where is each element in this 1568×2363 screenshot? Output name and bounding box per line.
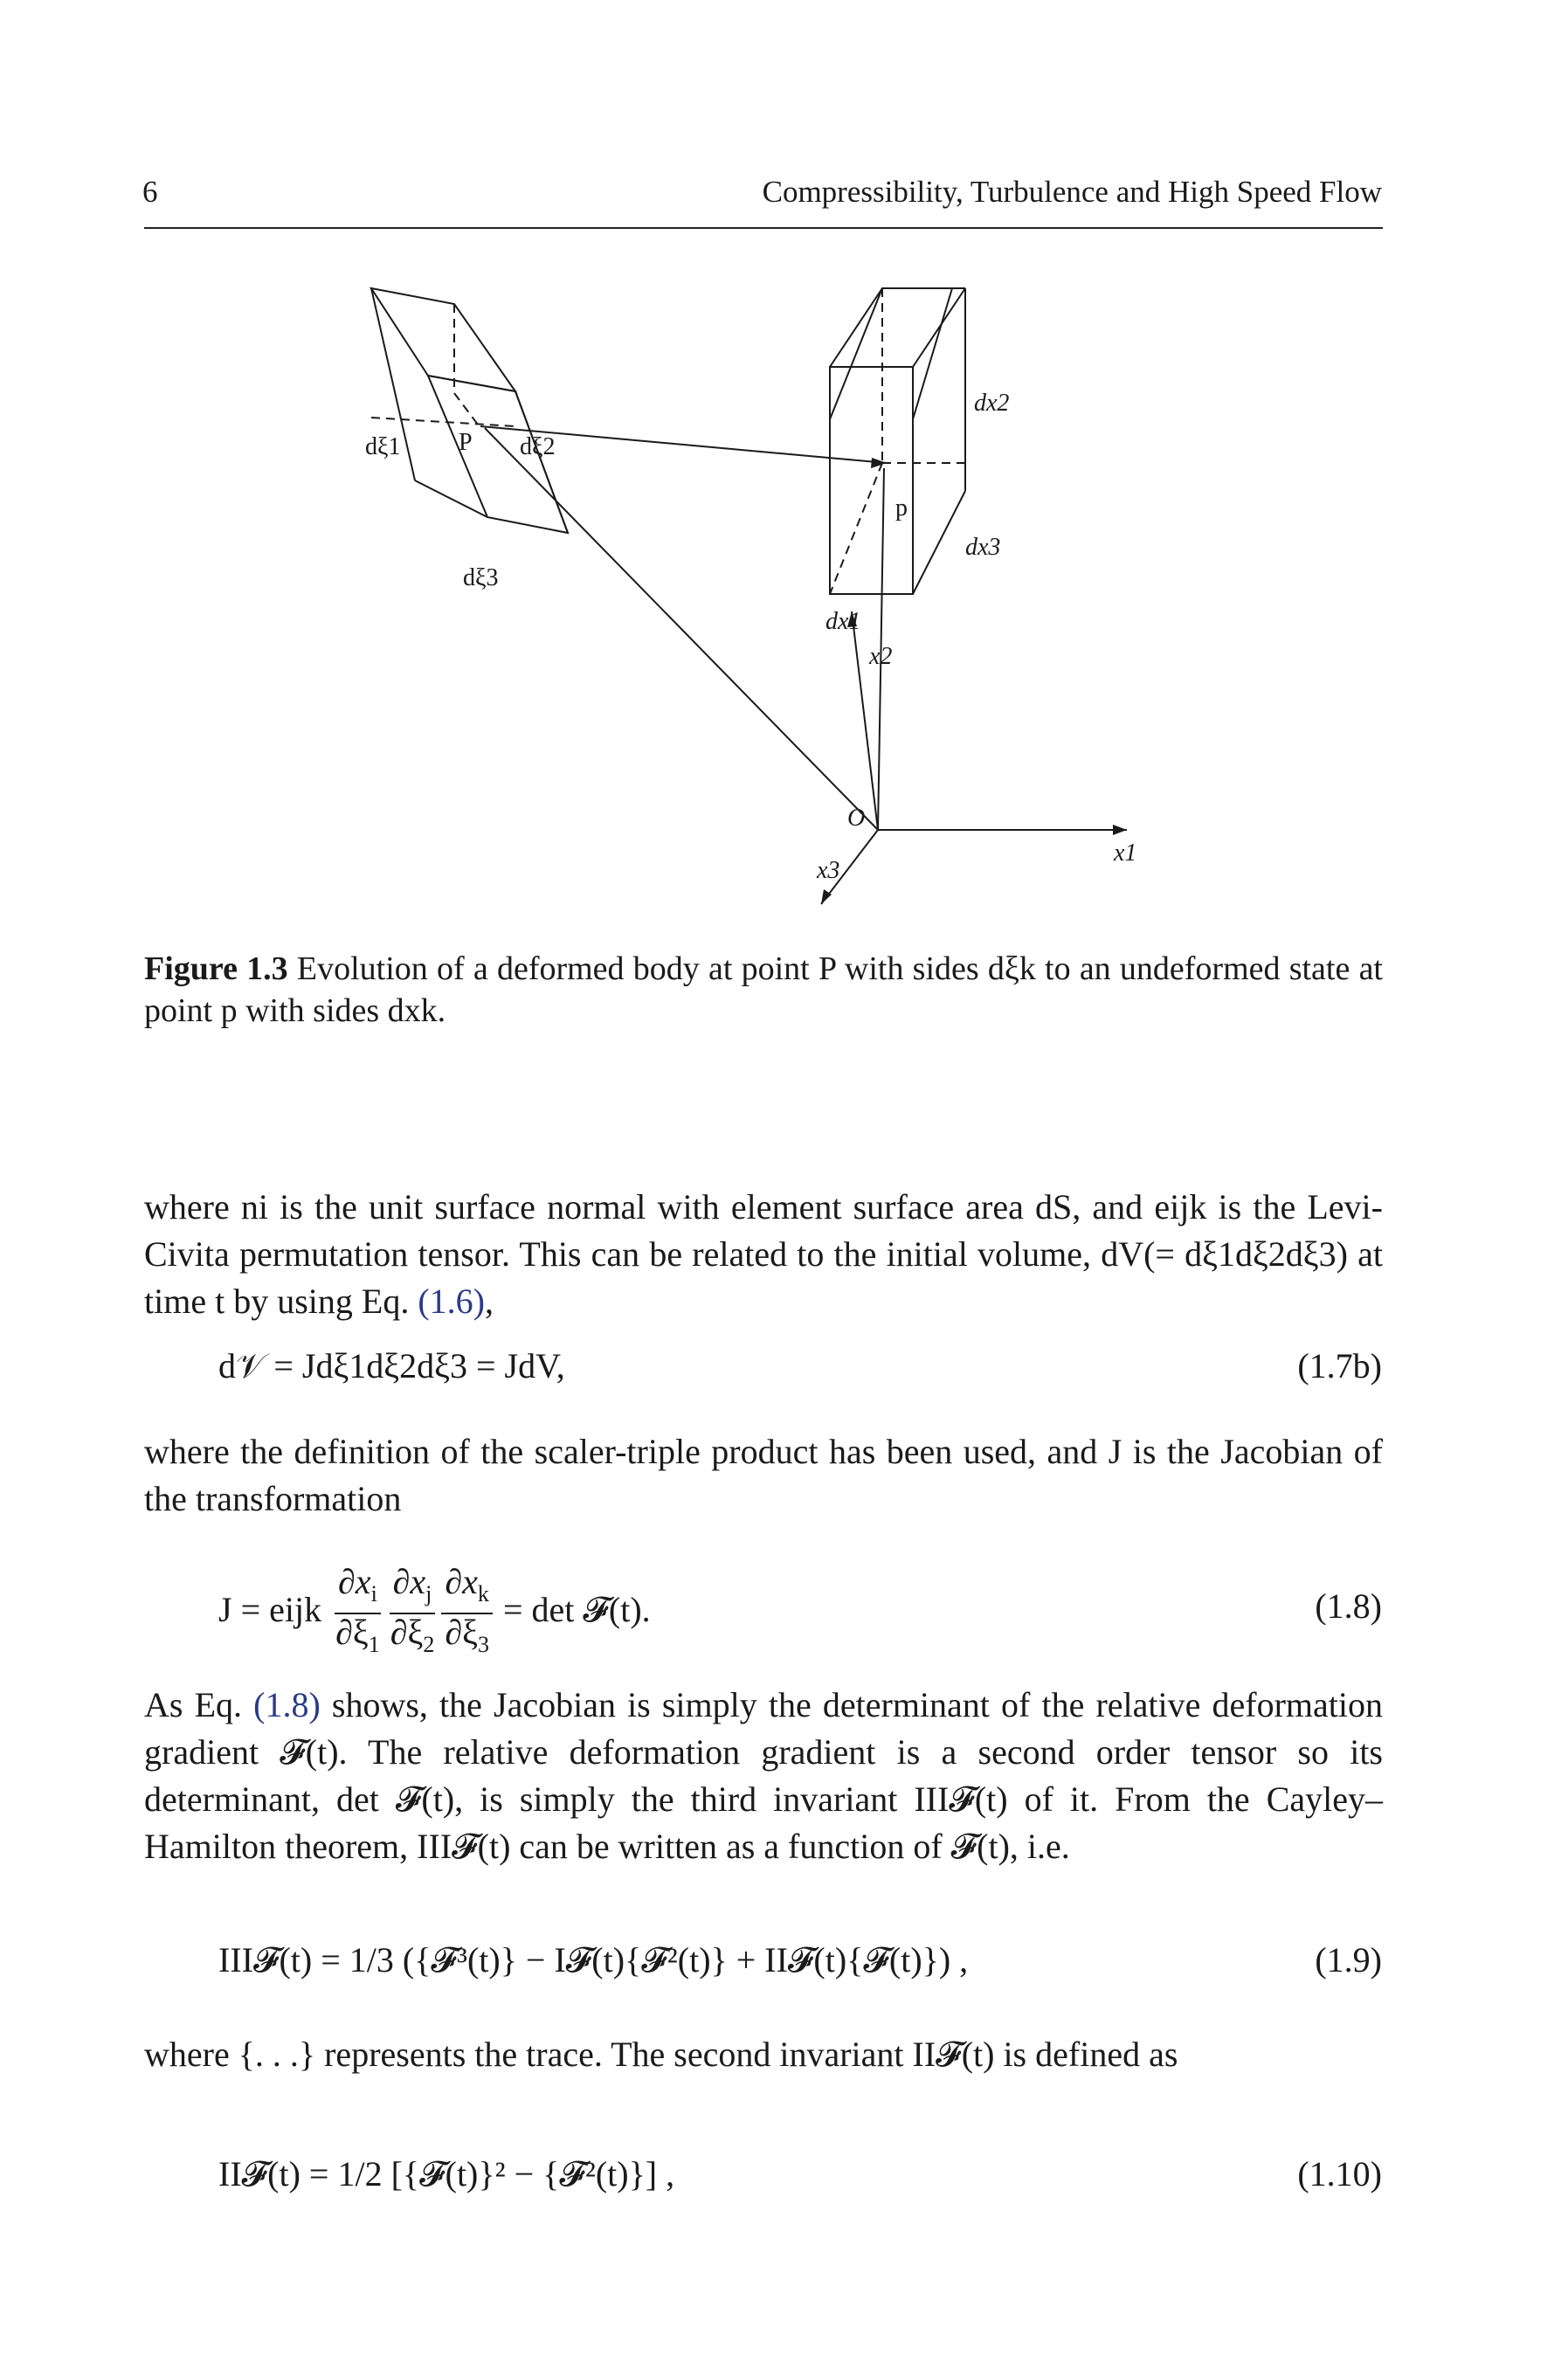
equation-number-1-7b: (1.7b) [1297,1346,1382,1385]
header-rule [144,227,1383,229]
equation-1-8-lhs: J = eijk [218,1590,322,1630]
paragraph-1 [144,1184,1383,1325]
eq-ref-1-8[interactable]: (1.8) [253,1685,321,1724]
partial-x-j-over-xi-2: $\frac{\partial x_j}{\partial\xi_2}$ [390,1562,435,1657]
equation-1-10: II𝓕(t) = 1/2 [{𝓕(t)}² − {𝓕²(t)}] , [218,2154,675,2194]
label-x3: x3 [817,857,840,884]
partial-x-i-over-xi-1: $\frac{\partial x_i}{\partial\xi_1}$ [335,1562,380,1657]
eq-ref-1-6[interactable]: (1.6) [418,1282,485,1321]
deformation-diagram [332,262,1171,943]
label-origin: O [847,805,866,832]
equation-number-1-9: (1.9) [1315,1940,1382,1980]
label-dxi3: dξ3 [463,564,499,591]
paragraph-1-text: where ni is the unit surface normal with element surface area dS, and eijk is the Levi-Civita permutation tensor. This can be related to the initial volume, dV(= dξ1dξ2dξ3) at time t by using Eq. [144,1187,1383,1321]
label-dx2: dx2 [974,390,1010,417]
paragraph-3-start: As Eq. [144,1685,254,1724]
equation-1-9: III𝓕(t) = 1/3 ({𝓕³(t)} − I𝓕(t){𝓕²(t)} + II𝓕(t){𝓕(t)}) , [218,1940,969,1980]
undeformed-body [830,288,965,594]
label-x2: x2 [869,643,893,670]
label-dxi2: dξ2 [520,433,556,460]
paragraph-2: where the definition of the scaler-triple product has been used, and J is the Jacobian of the transformation [144,1432,1383,1518]
label-P: P [459,429,473,456]
paragraph-3 [144,1682,1383,1870]
paragraph-4: where {. . .} represents the trace. The second invariant II𝓕(t) is defined as [144,2035,1178,2074]
paragraph-3-text: shows, the Jacobian is simply the determinant of the relative deformation gradient 𝓕(t). The relative deformation gradient is a second order tensor so its determinant, det 𝓕(t), is simply the third invariant III𝓕(t) of it. From the Cayley–Hamilton theorem, III𝓕(t) can be written as a function of 𝓕(t), i.e. [144,1685,1383,1866]
equation-1-7b-body: d𝒱 = Jdξ1dξ2dξ3 = JdV, [218,1346,565,1385]
caption-label: Figure 1.3 [144,950,288,987]
paragraph-1-end: , [484,1282,494,1321]
label-dx3: dx3 [965,534,1001,561]
label-p: p [895,494,908,522]
deformed-body [371,288,568,533]
label-x1: x1 [1114,839,1137,867]
equation-number-1-8: (1.8) [1315,1586,1382,1626]
page-number: 6 [142,175,158,209]
equation-number-1-10: (1.10) [1297,2154,1382,2194]
partial-x-k-over-xi-3: $\frac{\partial x_k}{\partial\xi_3}$ [441,1564,493,1663]
equation-1-8 [218,1564,651,1663]
running-title: Compressibility, Turbulence and High Speed Flow [762,175,1382,209]
equation-1-8-rhs: = det 𝓕(t). [502,1590,651,1630]
caption-text: Evolution of a deformed body at point P with sides dξk to an undeformed state at point p with sides dxk. [144,950,1383,1029]
equation-1-7b [218,1345,565,1386]
label-dx1: dx1 [825,608,861,635]
label-dxi1: dξ1 [365,433,401,460]
position-vector-P [485,428,878,830]
figure-1-3 [332,262,1171,943]
figure-caption [144,948,1383,1032]
